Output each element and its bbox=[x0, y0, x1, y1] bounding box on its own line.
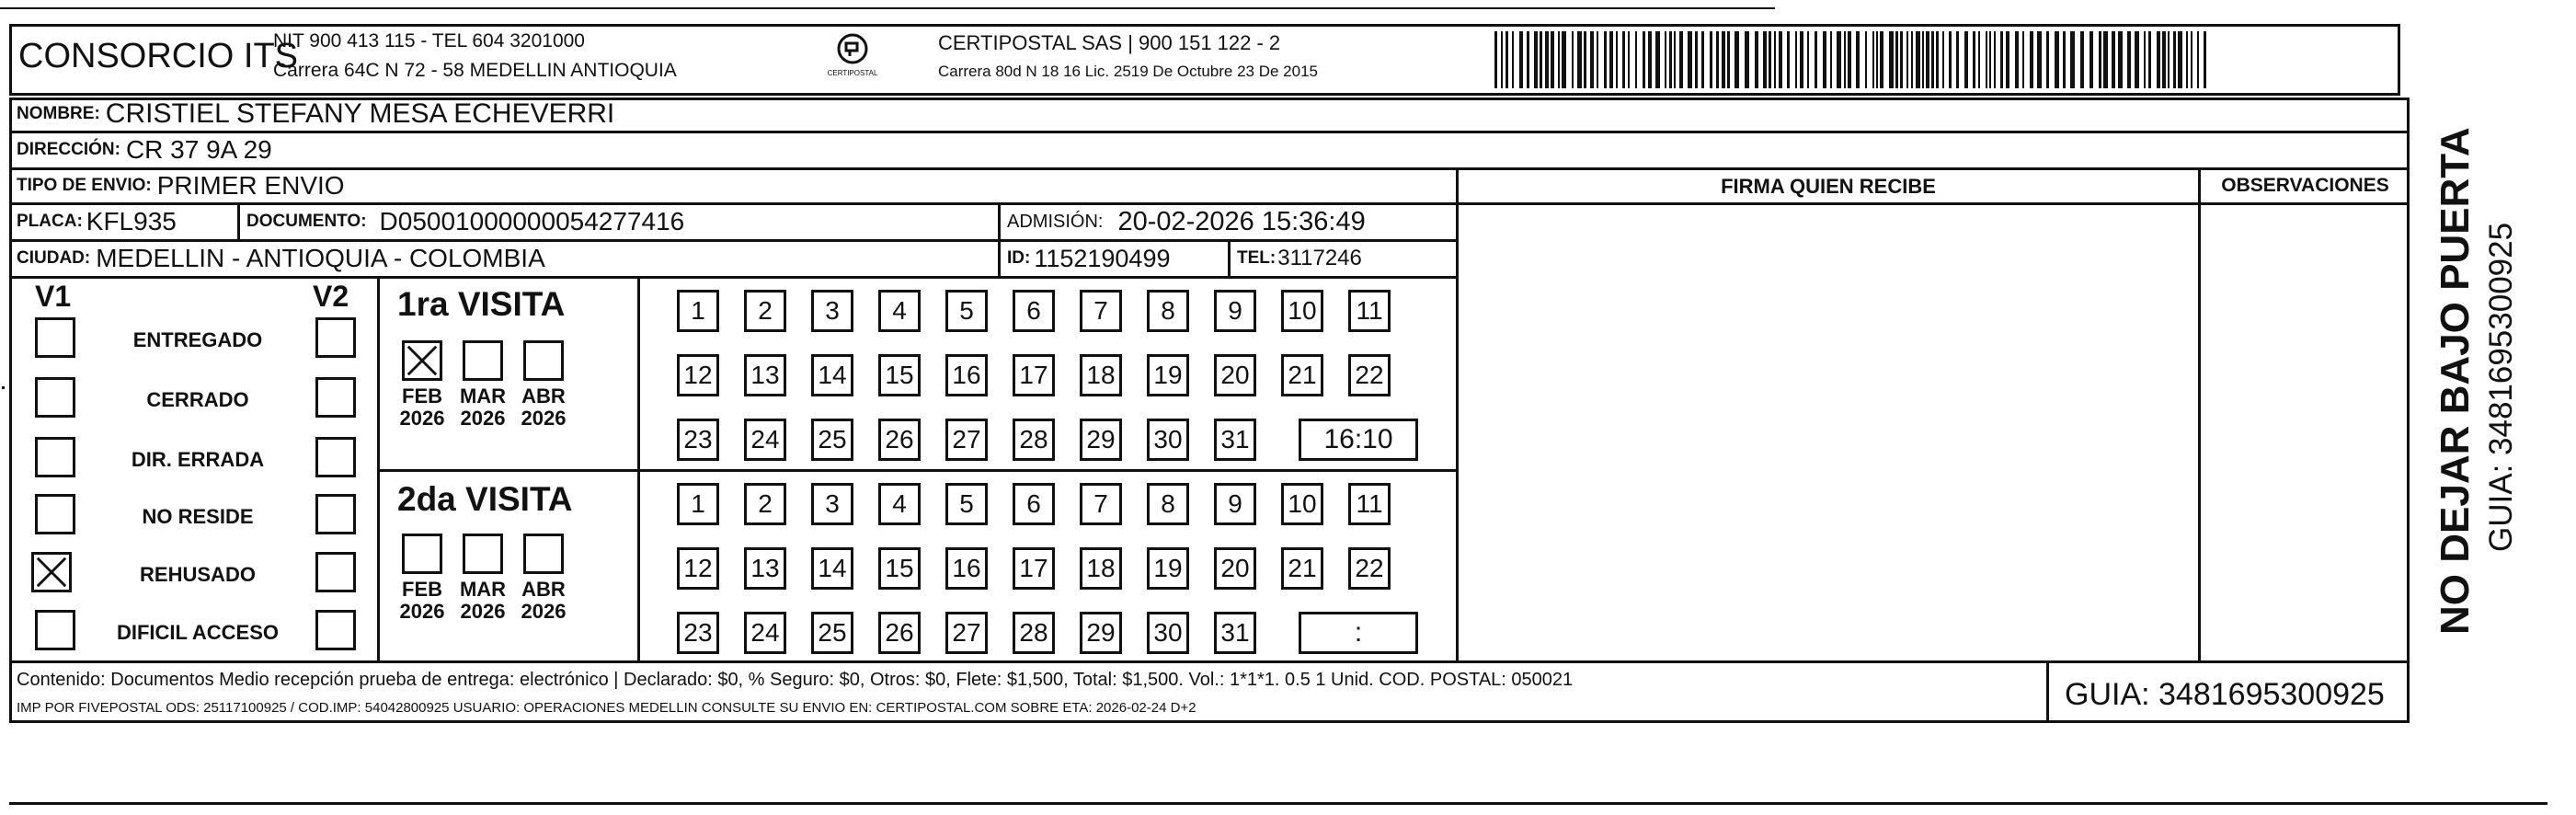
admision-label: ADMISIÓN: bbox=[1007, 211, 1104, 232]
visit1-day-12[interactable]: 12 bbox=[677, 354, 719, 396]
visit1-day-11[interactable]: 11 bbox=[1348, 290, 1391, 332]
nombre-row bbox=[17, 98, 614, 131]
visit2-day-4[interactable]: 4 bbox=[878, 483, 921, 525]
rule-2 bbox=[9, 167, 2410, 170]
visit1-day-17[interactable]: 17 bbox=[1013, 354, 1055, 396]
tel-label: TEL: bbox=[1237, 248, 1277, 268]
next-label-line bbox=[9, 802, 2547, 805]
visit2-day-28[interactable]: 28 bbox=[1013, 612, 1055, 654]
visit2-day-30[interactable]: 30 bbox=[1147, 612, 1189, 654]
placa-value: KFL935 bbox=[86, 207, 177, 235]
signature-area bbox=[1459, 205, 2198, 660]
visit1-day-13[interactable]: 13 bbox=[744, 354, 786, 396]
visit1-day-21[interactable]: 21 bbox=[1281, 354, 1323, 396]
visit1-day-25[interactable]: 25 bbox=[811, 419, 853, 461]
visit1-day-10[interactable]: 10 bbox=[1281, 290, 1323, 332]
footer-guia: GUIA: 3481695300925 bbox=[2065, 677, 2385, 712]
visit1-year-label: 2026 bbox=[521, 407, 567, 430]
v2-checkbox[interactable] bbox=[315, 437, 356, 477]
visit2-day-18[interactable]: 18 bbox=[1080, 547, 1122, 590]
col-footer-guia bbox=[2046, 660, 2049, 723]
visit1-day-4[interactable]: 4 bbox=[878, 290, 921, 332]
status-label-entregado: ENTREGADO bbox=[132, 328, 263, 351]
visit2-day-17[interactable]: 17 bbox=[1013, 547, 1055, 590]
certipostal-logo bbox=[821, 30, 884, 87]
col-admision bbox=[998, 202, 1001, 239]
visit2-day-31[interactable]: 31 bbox=[1214, 612, 1256, 654]
status-label-dir-errada: DIR. ERRADA bbox=[131, 448, 265, 471]
visit1-day-31[interactable]: 31 bbox=[1214, 419, 1256, 461]
visit1-year-label: 2026 bbox=[399, 407, 445, 430]
visit1-day-23[interactable]: 23 bbox=[677, 419, 719, 461]
visit2-day-5[interactable]: 5 bbox=[945, 483, 988, 525]
left-edge-dots bbox=[2, 386, 5, 389]
visit1-month-label: MAR bbox=[459, 385, 507, 408]
visit2-month-checkbox-mar[interactable] bbox=[463, 534, 503, 574]
visit2-title: 2da VISITA bbox=[397, 480, 573, 518]
visit2-time-box[interactable]: : bbox=[1299, 612, 1418, 654]
documento-value: D05001000000054277416 bbox=[379, 207, 685, 235]
barcode bbox=[1494, 31, 2221, 88]
observations-header: OBSERVACIONES bbox=[2221, 175, 2389, 196]
visit1-title: 1ra VISITA bbox=[397, 285, 566, 323]
visit1-day-30[interactable]: 30 bbox=[1147, 419, 1189, 461]
visit2-day-29[interactable]: 29 bbox=[1080, 612, 1122, 654]
placa-label: PLACA: bbox=[17, 212, 83, 231]
visit2-month-label: MAR bbox=[459, 578, 507, 601]
visit2-day-8[interactable]: 8 bbox=[1147, 483, 1189, 525]
visit1-month-checkbox-abr[interactable] bbox=[523, 340, 564, 381]
visit1-day-2[interactable]: 2 bbox=[744, 290, 786, 332]
v2-checkbox[interactable] bbox=[315, 317, 356, 358]
tipo-value: PRIMER ENVIO bbox=[156, 171, 345, 200]
visit2-month-checkbox-feb[interactable] bbox=[402, 534, 442, 574]
direccion-row bbox=[17, 132, 272, 167]
visit2-month-label: FEB bbox=[402, 578, 442, 601]
visit2-day-15[interactable]: 15 bbox=[878, 547, 921, 590]
rule-footer bbox=[9, 660, 2410, 663]
visit2-day-11[interactable]: 11 bbox=[1348, 483, 1391, 525]
visit2-day-6[interactable]: 6 bbox=[1013, 483, 1055, 525]
v1-header: V1 bbox=[35, 280, 72, 313]
visit1-day-1[interactable]: 1 bbox=[677, 290, 719, 332]
visit1-month-label: FEB bbox=[402, 385, 442, 408]
visit2-year-label: 2026 bbox=[399, 600, 445, 623]
footer-line-2: IMP POR FIVEPOSTAL ODS: 25117100925 / COD.IMP: 54042800925 USUARIO: OPERACIONES MEDELLIN CONSULTE SU ENVIO EN: CERTIPOSTAL.COM SOBRE ETA: 2026-02-24 D+2 bbox=[17, 700, 1196, 716]
rule-1 bbox=[9, 131, 2410, 133]
v1-checkbox[interactable] bbox=[35, 494, 75, 534]
rule-visits bbox=[377, 469, 1458, 472]
visit1-day-29[interactable]: 29 bbox=[1080, 419, 1122, 461]
ciudad-cell bbox=[17, 241, 545, 276]
footer-line-1: Contenido: Documentos Medio recepción prueba de entrega: electrónico | Declarado: $0, % Seguro: $0, Otros: $0, Flete: $1,500, Total: $1,500. Vol.: 1*1*1. 0.5 1 Unid. COD. POSTAL: 050021 bbox=[17, 670, 1574, 690]
visit2-day-26[interactable]: 26 bbox=[878, 612, 921, 654]
admision-value: 20-02-2026 15:36:49 bbox=[1117, 206, 1366, 236]
visit1-day-20[interactable]: 20 bbox=[1214, 354, 1256, 396]
visit1-month-checkbox-feb[interactable] bbox=[402, 340, 442, 381]
visit1-day-3[interactable]: 3 bbox=[811, 290, 853, 332]
visit1-day-6[interactable]: 6 bbox=[1013, 290, 1055, 332]
rule-5 bbox=[9, 276, 1458, 279]
visit2-day-2[interactable]: 2 bbox=[744, 483, 786, 525]
company-line-2: Carrera 64C N 72 - 58 MEDELLIN ANTIOQUIA bbox=[273, 60, 677, 81]
tel-cell bbox=[1237, 241, 1362, 276]
v2-checkbox[interactable] bbox=[315, 610, 356, 650]
col-id bbox=[998, 239, 1001, 276]
visit2-year-label: 2026 bbox=[460, 600, 506, 623]
visit1-day-28[interactable]: 28 bbox=[1013, 419, 1055, 461]
visit2-day-21[interactable]: 21 bbox=[1281, 547, 1323, 590]
v1-checkbox[interactable] bbox=[35, 437, 75, 477]
tipo-row bbox=[17, 168, 345, 203]
visit2-day-16[interactable]: 16 bbox=[945, 547, 988, 590]
visit2-day-12[interactable]: 12 bbox=[677, 547, 719, 590]
visit2-day-22[interactable]: 22 bbox=[1348, 547, 1391, 590]
col-placa bbox=[237, 202, 240, 239]
visit2-day-20[interactable]: 20 bbox=[1214, 547, 1256, 590]
carrier-line-2: Carrera 80d N 18 16 Lic. 2519 De Octubre 23 De 2015 bbox=[938, 63, 1318, 80]
visit2-year-label: 2026 bbox=[521, 600, 567, 623]
col-months bbox=[637, 276, 640, 660]
v1-checkbox[interactable] bbox=[31, 552, 72, 592]
visit2-month-checkbox-abr[interactable] bbox=[523, 534, 564, 574]
visit1-day-27[interactable]: 27 bbox=[945, 419, 988, 461]
tel-value: 3117246 bbox=[1277, 246, 1362, 270]
company-name: CONSORCIO ITS bbox=[18, 37, 299, 75]
signature-header: FIRMA QUIEN RECIBE bbox=[1721, 175, 1936, 198]
visit1-day-16[interactable]: 16 bbox=[945, 354, 988, 396]
visit2-day-1[interactable]: 1 bbox=[677, 483, 719, 525]
tipo-label: TIPO DE ENVIO: bbox=[17, 176, 152, 195]
v1-checkbox[interactable] bbox=[35, 377, 75, 418]
visit2-day-10[interactable]: 10 bbox=[1281, 483, 1323, 525]
status-label-no-reside: NO RESIDE bbox=[142, 505, 254, 528]
v2-checkbox[interactable] bbox=[315, 377, 356, 418]
v1-checkbox[interactable] bbox=[35, 610, 75, 650]
visit1-month-label: ABR bbox=[521, 385, 566, 408]
company-line-1: NIT 900 413 115 - TEL 604 3201000 bbox=[273, 30, 585, 52]
ciudad-value: MEDELLIN - ANTIOQUIA - COLOMBIA bbox=[96, 244, 545, 272]
visit1-time-box[interactable]: 16:10 bbox=[1299, 419, 1418, 461]
col-status bbox=[377, 276, 380, 660]
visit1-day-22[interactable]: 22 bbox=[1348, 354, 1391, 396]
visit2-day-24[interactable]: 24 bbox=[744, 612, 786, 654]
id-cell bbox=[1007, 241, 1171, 276]
observations-area bbox=[2201, 205, 2410, 660]
v1-checkbox[interactable] bbox=[35, 317, 75, 358]
logo-caption: CERTIPOSTAL bbox=[827, 69, 878, 77]
visit2-day-7[interactable]: 7 bbox=[1080, 483, 1122, 525]
id-label: ID: bbox=[1007, 248, 1031, 268]
visit2-day-25[interactable]: 25 bbox=[811, 612, 853, 654]
documento-label: DOCUMENTO: bbox=[246, 212, 367, 231]
admision-cell bbox=[1007, 204, 1366, 239]
visit2-day-19[interactable]: 19 bbox=[1147, 547, 1189, 590]
visit2-day-23[interactable]: 23 bbox=[677, 612, 719, 654]
v2-checkbox[interactable] bbox=[315, 552, 356, 592]
ciudad-label: CIUDAD: bbox=[17, 248, 91, 268]
visit2-month-label: ABR bbox=[521, 578, 566, 601]
visit1-day-8[interactable]: 8 bbox=[1147, 290, 1189, 332]
status-label-dificil-acceso: DIFICIL ACCESO bbox=[116, 621, 279, 644]
visit2-day-13[interactable]: 13 bbox=[744, 547, 786, 590]
nombre-value: CRISTIEL STEFANY MESA ECHEVERRI bbox=[105, 98, 615, 129]
visit2-day-9[interactable]: 9 bbox=[1214, 483, 1256, 525]
status-label-rehusado: REHUSADO bbox=[140, 563, 256, 586]
visit1-year-label: 2026 bbox=[460, 407, 506, 430]
direccion-value: CR 37 9A 29 bbox=[125, 135, 272, 164]
visit1-day-24[interactable]: 24 bbox=[744, 419, 786, 461]
status-label-cerrado: CERRADO bbox=[146, 388, 249, 411]
visit1-month-checkbox-mar[interactable] bbox=[463, 340, 503, 381]
col-tel bbox=[1228, 239, 1231, 276]
visit2-day-3[interactable]: 3 bbox=[811, 483, 853, 525]
visit1-day-18[interactable]: 18 bbox=[1080, 354, 1122, 396]
visit1-day-5[interactable]: 5 bbox=[945, 290, 988, 332]
nombre-label: NOMBRE: bbox=[17, 104, 100, 123]
visit1-day-7[interactable]: 7 bbox=[1080, 290, 1122, 332]
visit2-day-27[interactable]: 27 bbox=[945, 612, 988, 654]
visit1-day-14[interactable]: 14 bbox=[811, 354, 853, 396]
visit1-day-15[interactable]: 15 bbox=[878, 354, 921, 396]
visit1-day-9[interactable]: 9 bbox=[1214, 290, 1256, 332]
documento-cell bbox=[246, 204, 684, 239]
side-guia: GUIA: 3481695300925 bbox=[2483, 222, 2519, 552]
visit1-day-26[interactable]: 26 bbox=[878, 419, 921, 461]
carrier-line-1: CERTIPOSTAL SAS | 900 151 122 - 2 bbox=[938, 31, 1281, 54]
direccion-label: DIRECCIÓN: bbox=[17, 140, 120, 159]
visit1-day-19[interactable]: 19 bbox=[1147, 354, 1189, 396]
side-warning: NO DEJAR BAJO PUERTA bbox=[2433, 127, 2478, 635]
visit2-day-14[interactable]: 14 bbox=[811, 547, 853, 590]
id-value: 1152190499 bbox=[1034, 244, 1171, 272]
v2-checkbox[interactable] bbox=[315, 494, 356, 534]
v2-header: V2 bbox=[313, 280, 349, 313]
placa-cell bbox=[17, 204, 177, 239]
top-edge-line bbox=[0, 7, 1775, 9]
